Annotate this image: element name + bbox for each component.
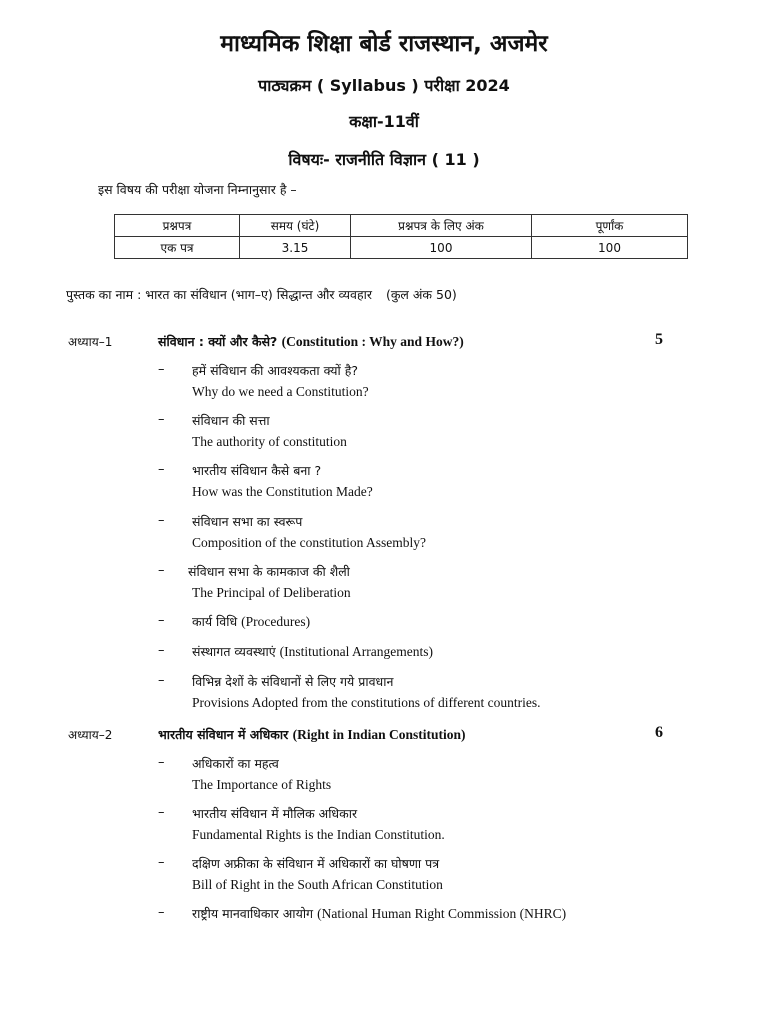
chapter-title: [158, 726, 466, 743]
topic-hindi: संस्थागत व्यवस्थाएं: [192, 644, 276, 659]
topic-hindi: भारतीय संविधान कैसे बना ?: [192, 463, 322, 478]
topic-english: Why do we need a Constitution?: [192, 384, 369, 399]
topic-english: (National Human Right Commission (NHRC): [317, 906, 567, 921]
exam-scheme-table: [114, 214, 688, 259]
topic-hindi: अधिकारों का महत्व: [192, 756, 279, 771]
topic-hindi: संविधान सभा का स्वरूप: [192, 514, 303, 529]
table-header-cell: पूर्णांक: [532, 215, 688, 237]
subject-title: विषयः- राजनीति विज्ञान ( 11 ): [288, 150, 480, 169]
topic-english: Fundamental Rights is the Indian Constitution.: [192, 827, 445, 842]
topic-hindi: हमें संविधान की आवश्यकता क्यों है?: [192, 363, 359, 378]
dash-bullet: –: [158, 643, 165, 658]
topic-line: [192, 905, 566, 922]
topic-english: The authority of constitution: [192, 434, 347, 449]
dash-bullet: –: [158, 673, 165, 688]
table-header-cell: प्रश्नपत्र: [115, 215, 240, 237]
table-header-cell: प्रश्नपत्र के लिए अंक: [351, 215, 532, 237]
dash-bullet: –: [158, 462, 165, 477]
book-total-marks: (कुल अंक 50): [385, 287, 457, 302]
table-cell: एक पत्र: [115, 237, 240, 259]
dash-bullet: –: [158, 905, 165, 920]
chapter-title-en: (Right in Indian Constitution): [292, 727, 466, 742]
class-title: कक्षा-11वीं: [349, 112, 419, 131]
book-name: [66, 286, 457, 303]
topic-hindi: राष्ट्रीय मानवाधिकार आयोग: [192, 906, 314, 921]
table-cell: 100: [532, 237, 688, 259]
topic-english: The Principal of Deliberation: [192, 585, 351, 600]
topic-english: How was the Constitution Made?: [192, 484, 373, 499]
chapter-label: अध्याय–2: [68, 728, 113, 742]
dash-bullet: –: [158, 513, 165, 528]
dash-bullet: –: [158, 613, 165, 628]
dash-bullet: –: [158, 805, 165, 820]
syllabus-title: पाठ्यक्रम ( Syllabus ) परीक्षा 2024: [258, 76, 510, 95]
topic-hindi: संविधान की सत्ता: [192, 413, 270, 428]
topic-hindi: विभिन्न देशों के संविधानों से लिए गये प्रावधान: [192, 674, 394, 689]
dash-bullet: –: [158, 855, 165, 870]
topic-english: Composition of the constitution Assembly?: [192, 535, 426, 550]
board-title: माध्यमिक शिक्षा बोर्ड राजस्थान, अजमेर: [220, 31, 548, 57]
topic-hindi: भारतीय संविधान में मौलिक अधिकार: [192, 806, 358, 821]
dash-bullet: –: [158, 362, 165, 377]
topic-english: (Institutional Arrangements): [279, 644, 433, 659]
chapter-title: [158, 333, 464, 350]
chapter-title-hi: संविधान : क्यों और कैसे?: [158, 334, 278, 349]
chapter-label: अध्याय–1: [68, 335, 113, 349]
dash-bullet: –: [158, 563, 165, 578]
table-row: [115, 237, 688, 259]
topic-english: (Procedures): [241, 614, 311, 629]
topic-hindi: दक्षिण अफ्रीका के संविधान में अधिकारों का घोषणा पत्र: [192, 856, 440, 871]
chapter-title-hi: भारतीय संविधान में अधिकार: [158, 727, 289, 742]
topic-line: [192, 643, 433, 660]
chapter-marks: 5: [655, 331, 663, 348]
topic-english: The Importance of Rights: [192, 777, 332, 792]
chapter-title-en: (Constitution : Why and How?): [281, 334, 464, 349]
table-header-cell: समय (घंटे): [240, 215, 351, 237]
table-cell: 100: [351, 237, 532, 259]
topic-hindi: कार्य विधि: [192, 614, 238, 629]
topic-english: Provisions Adopted from the constitutions of different countries.: [192, 695, 541, 710]
dash-bullet: –: [158, 755, 165, 770]
table-cell: 3.15: [240, 237, 351, 259]
table-header-row: [115, 215, 688, 237]
intro-text: इस विषय की परीक्षा योजना निम्नानुसार है –: [98, 182, 297, 197]
book-label: पुस्तक का नाम : भारत का संविधान (भाग–ए) सिद्धान्त और व्यवहार: [66, 287, 372, 302]
topic-english: Bill of Right in the South African Constitution: [192, 877, 443, 892]
dash-bullet: –: [158, 412, 165, 427]
topic-line: [192, 613, 310, 630]
chapter-marks: 6: [655, 724, 663, 741]
topic-hindi: संविधान सभा के कामकाज की शैली: [188, 564, 350, 579]
